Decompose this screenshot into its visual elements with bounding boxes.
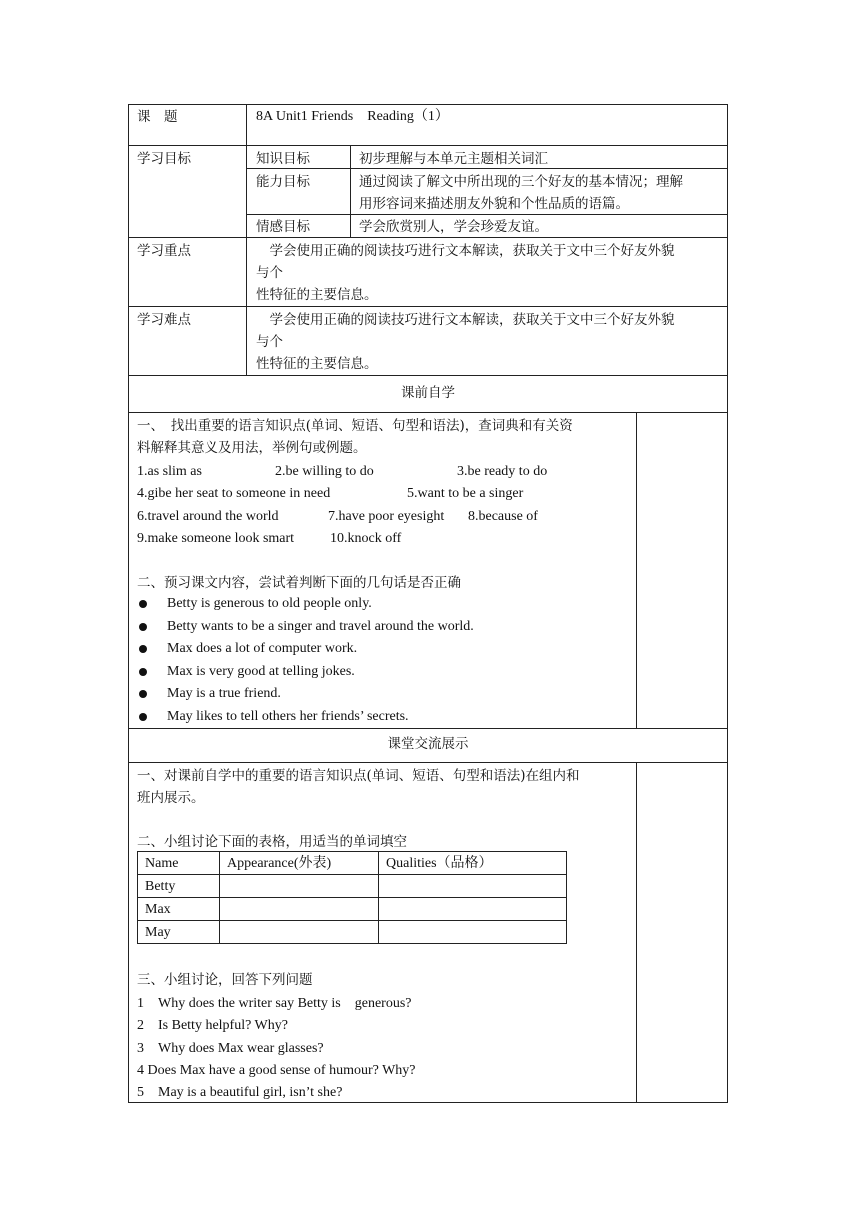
phrase-item: 8.because of — [468, 509, 538, 524]
phrase-item: 10.knock off — [330, 531, 402, 546]
preview-task2-title: 二、预习课文内容，尝试着判断下面的几句话是否正确 — [137, 575, 461, 591]
table-border-right — [727, 104, 728, 1103]
table-border-left — [128, 104, 129, 1103]
table-header-cell: Qualities（品格） — [379, 852, 567, 875]
question-item: 5 May is a beautiful girl, isn’t she? — [137, 1085, 343, 1100]
row-divider — [128, 412, 728, 413]
knowledge-objective-label: 知识目标 — [256, 151, 310, 167]
classroom-notes-divider — [636, 762, 637, 1103]
key-points-line: 学会使用正确的阅读技巧进行文本解读，获取关于文中三个好友外貌 — [256, 243, 675, 259]
table-row — [138, 898, 567, 921]
preview-notes-divider — [636, 412, 637, 728]
bullet-icon — [139, 600, 147, 608]
question-item: 1 Why does the writer say Betty is generous? — [137, 996, 412, 1011]
classroom-section-title: 课堂交流展示 — [387, 736, 469, 752]
table-border-top — [128, 104, 728, 105]
table-header-cell: Name — [138, 852, 220, 875]
qualities-table — [137, 851, 567, 944]
bullet-icon — [139, 690, 147, 698]
difficult-points-line: 性特征的主要信息。 — [256, 356, 378, 372]
statement-item: Max is very good at telling jokes. — [167, 664, 355, 679]
classroom-task1-line: 班内展示。 — [137, 790, 205, 806]
table-name-cell: Max — [138, 898, 220, 921]
statement-item: Betty wants to be a singer and travel around the world. — [167, 619, 474, 634]
table-blank-cell[interactable] — [220, 898, 379, 921]
table-blank-cell[interactable] — [379, 921, 567, 944]
table-header-cell: Appearance(外表) — [220, 852, 379, 875]
phrase-item: 1.as slim as — [137, 464, 202, 479]
bullet-icon — [139, 713, 147, 721]
row-divider — [128, 375, 728, 376]
topic-label: 课 题 — [137, 109, 178, 125]
objectives-label: 学习目标 — [137, 151, 191, 167]
phrase-item: 3.be ready to do — [457, 464, 548, 479]
knowledge-objective-value: 初步理解与本单元主题相关词汇 — [359, 151, 548, 167]
difficult-points-label: 学习难点 — [137, 312, 191, 328]
classroom-task3-title: 三、小组讨论，回答下列问题 — [137, 972, 313, 988]
ability-objective-label: 能力目标 — [256, 174, 310, 190]
question-item: 2 Is Betty helpful? Why? — [137, 1018, 288, 1033]
ability-objective-line: 通过阅读了解文中所出现的三个好友的基本情况；理解 — [359, 174, 683, 190]
table-row — [138, 875, 567, 898]
table-row — [138, 921, 567, 944]
row-divider — [128, 728, 728, 729]
table-name-cell: May — [138, 921, 220, 944]
row-divider — [128, 145, 728, 146]
row-divider — [128, 306, 728, 307]
classroom-task2-title: 二、小组讨论下面的表格，用适当的单词填空 — [137, 834, 407, 850]
topic-value: 8A Unit1 Friends Reading（1） — [256, 109, 449, 124]
bullet-icon — [139, 645, 147, 653]
statement-item: Max does a lot of computer work. — [167, 641, 358, 656]
statement-item: May likes to tell others her friends’ secrets. — [167, 709, 409, 724]
phrase-item: 5.want to be a singer — [407, 486, 524, 501]
key-points-line: 性特征的主要信息。 — [256, 287, 378, 303]
statement-item: Betty is generous to old people only. — [167, 596, 372, 611]
phrase-item: 2.be willing to do — [275, 464, 374, 479]
bullet-icon — [139, 623, 147, 631]
preview-section-title: 课前自学 — [401, 385, 455, 401]
key-points-label: 学习重点 — [137, 243, 191, 259]
ability-objective-line: 用形容词来描述朋友外貌和个性品质的语篇。 — [359, 196, 629, 212]
table-blank-cell[interactable] — [220, 921, 379, 944]
preview-task1-line: 一、 找出重要的语言知识点(单词、短语、句型和语法)，查词典和有关资 — [137, 418, 573, 434]
phrase-item: 6.travel around the world — [137, 509, 279, 524]
question-item: 3 Why does Max wear glasses? — [137, 1041, 324, 1056]
objective-column-divider — [350, 145, 351, 237]
preview-task1-line: 料解释其意义及用法，举例句或例题。 — [137, 440, 367, 456]
table-blank-cell[interactable] — [379, 875, 567, 898]
emotion-objective-label: 情感目标 — [256, 219, 310, 235]
key-points-line: 与个 — [256, 265, 283, 281]
table-blank-cell[interactable] — [379, 898, 567, 921]
question-item: 4 Does Max have a good sense of humour? Why? — [137, 1063, 416, 1078]
phrase-item: 9.make someone look smart — [137, 531, 295, 546]
row-divider — [128, 762, 728, 763]
table-header-row — [138, 852, 567, 875]
phrase-item: 4.gibe her seat to someone in need — [137, 486, 331, 501]
emotion-objective-value: 学会欣赏别人，学会珍爱友谊。 — [359, 219, 548, 235]
table-blank-cell[interactable] — [220, 875, 379, 898]
classroom-task1-line: 一、对课前自学中的重要的语言知识点(单词、短语、句型和语法)在组内和 — [137, 768, 580, 784]
table-name-cell: Betty — [138, 875, 220, 898]
difficult-points-line: 与个 — [256, 334, 283, 350]
bullet-icon — [139, 668, 147, 676]
statement-item: May is a true friend. — [167, 686, 281, 701]
phrase-item: 7.have poor eyesight — [328, 509, 445, 524]
difficult-points-line: 学会使用正确的阅读技巧进行文本解读，获取关于文中三个好友外貌 — [256, 312, 675, 328]
